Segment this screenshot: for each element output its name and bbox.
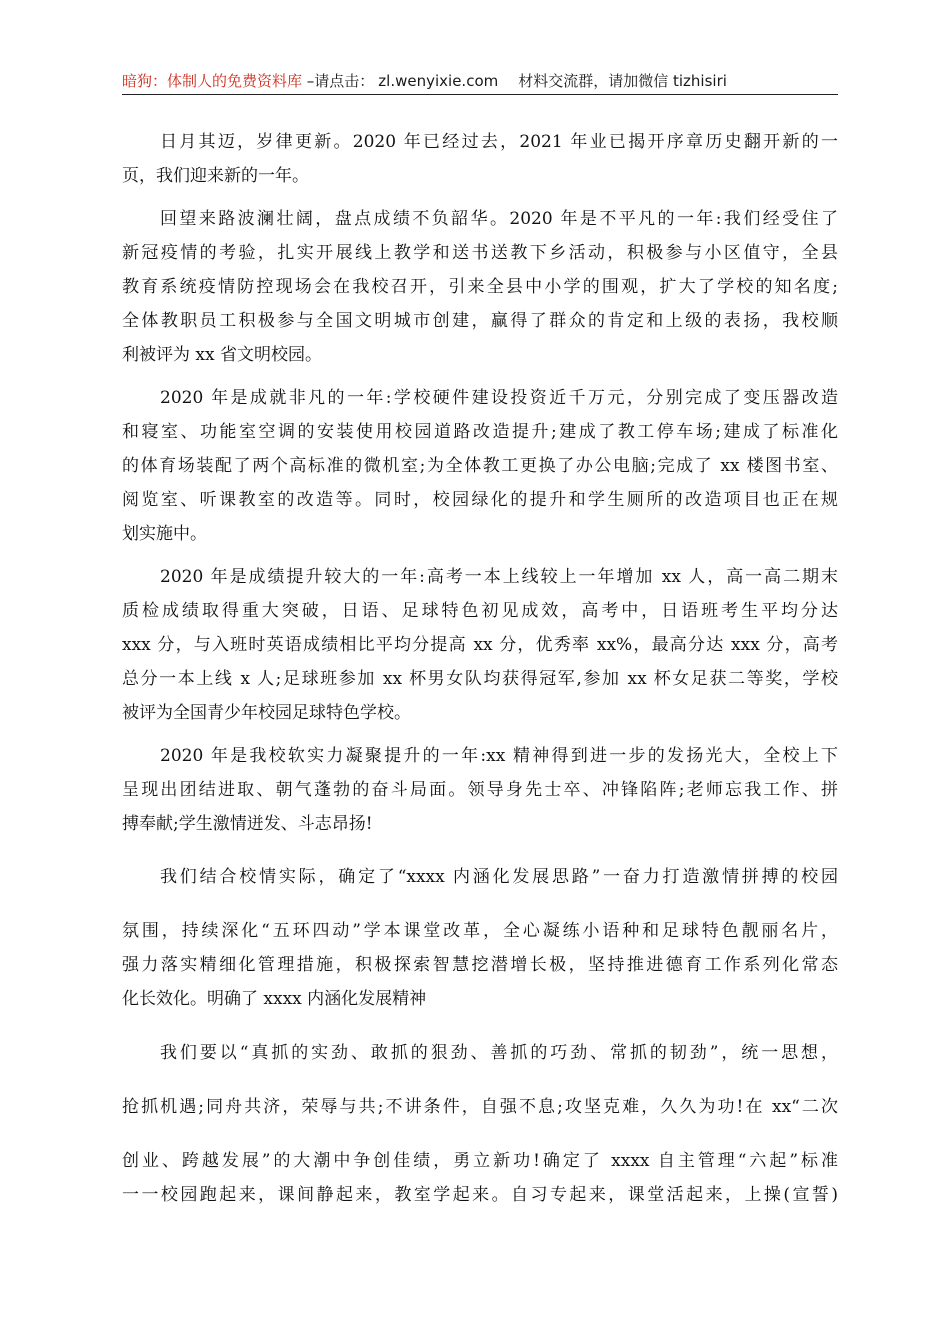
body-line: 全体教职员工积极参与全国文明城市创建，赢得了群众的肯定和上级的表扬，我校顺: [122, 311, 838, 331]
header-url-link[interactable]: zl.wenyixie.com: [378, 72, 499, 90]
header-click-prompt: –请点击：: [302, 72, 375, 90]
body-line: 划实施中。: [122, 524, 207, 544]
body-line: 页，我们迎来新的一年。: [122, 166, 309, 186]
header-divider: [122, 94, 838, 95]
body-line: 利被评为 xx 省文明校园。: [122, 345, 322, 365]
body-line: 日月其迈，岁律更新。2020 年已经过去，2021 年业已揭开序章历史翻开新的一: [160, 132, 838, 152]
body-line: 被评为全国青少年校园足球特色学校。: [122, 703, 411, 723]
body-line: xxx 分，与入班时英语成绩相比平均分提高 xx 分，优秀率 xx%，最高分达 xxx 分，高考: [122, 635, 838, 655]
header-wechat-note: 材料交流群，请加微信 tizhisiri: [518, 72, 727, 90]
body-line: 2020 年是我校软实力凝聚提升的一年:xx 精神得到进一步的发扬光大，全校上下: [160, 746, 838, 766]
body-line: 和寝室、功能室空调的安装使用校园道路改造提升;建成了教工停车场;建成了标准化: [122, 422, 838, 442]
body-line: 新冠疫情的考验，扎实开展线上教学和送书送教下乡活动，积极参与小区值守，全县: [122, 243, 838, 263]
body-line: 氛围，持续深化“五环四动”学本课堂改革，全心凝练小语种和足球特色靓丽名片，: [122, 921, 838, 941]
page-header: [122, 70, 838, 94]
body-line: 我们要以“真抓的实劲、敢抓的狠劲、善抓的巧劲、常抓的韧劲”，统一思想，: [160, 1043, 838, 1063]
body-line: 2020 年是成就非凡的一年:学校硬件建设投资近千万元，分别完成了变压器改造: [160, 388, 838, 408]
body-line: 阅览室、听课教室的改造等。同时，校园绿化的提升和学生厕所的改造项目也正在规: [122, 490, 838, 510]
body-line: 一一校园跑起来，课间静起来，教室学起来。自习专起来，课堂活起来，上操(宣誓): [122, 1185, 838, 1205]
body-line: 2020 年是成绩提升较大的一年:高考一本上线较上一年增加 xx 人，高一高二期末: [160, 567, 838, 587]
body-line: 抢抓机遇;同舟共济，荣辱与共;不讲条件，自强不息;攻坚克难，久久为功!在 xx“二次: [122, 1097, 838, 1117]
body-line: 教育系统疫情防控现场会在我校召开，引来全县中小学的围观，扩大了学校的知名度;: [122, 277, 838, 297]
body-line: 的体育场装配了两个高标准的微机室;为全体教工更换了办公电脑;完成了 xx 楼图书室、: [122, 456, 838, 476]
body-line: 搏奉献;学生激情迸发、斗志昂扬!: [122, 814, 373, 834]
body-line: 总分一本上线 x 人;足球班参加 xx 杯男女队均获得冠军,参加 xx 杯女足获二等奖，学校: [122, 669, 838, 689]
header-site-name: 暗狗：体制人的免费资料库: [122, 72, 303, 90]
body-line: 我们结合校情实际，确定了“xxxx 内涵化发展思路”一奋力打造激情拼搏的校园: [160, 867, 838, 887]
body-line: 质检成绩取得重大突破，日语、足球特色初见成效，高考中，日语班考生平均分达: [122, 601, 838, 621]
body-line: 创业、跨越发展”的大潮中争创佳绩，勇立新功!确定了 xxxx 自主管理“六起”标准: [122, 1151, 838, 1171]
body-line: 化长效化。明确了 xxxx 内涵化发展精神: [122, 989, 427, 1009]
body-line: 呈现出团结进取、朝气蓬勃的奋斗局面。领导身先士卒、冲锋陷阵;老师忘我工作、拼: [122, 780, 838, 800]
body-line: 回望来路波澜壮阔，盘点成绩不负韶华。2020 年是不平凡的一年:我们经受住了: [160, 209, 838, 229]
body-line: 强力落实精细化管理措施，积极探索智慧挖潜增长极，坚持推进德育工作系列化常态: [122, 955, 838, 975]
